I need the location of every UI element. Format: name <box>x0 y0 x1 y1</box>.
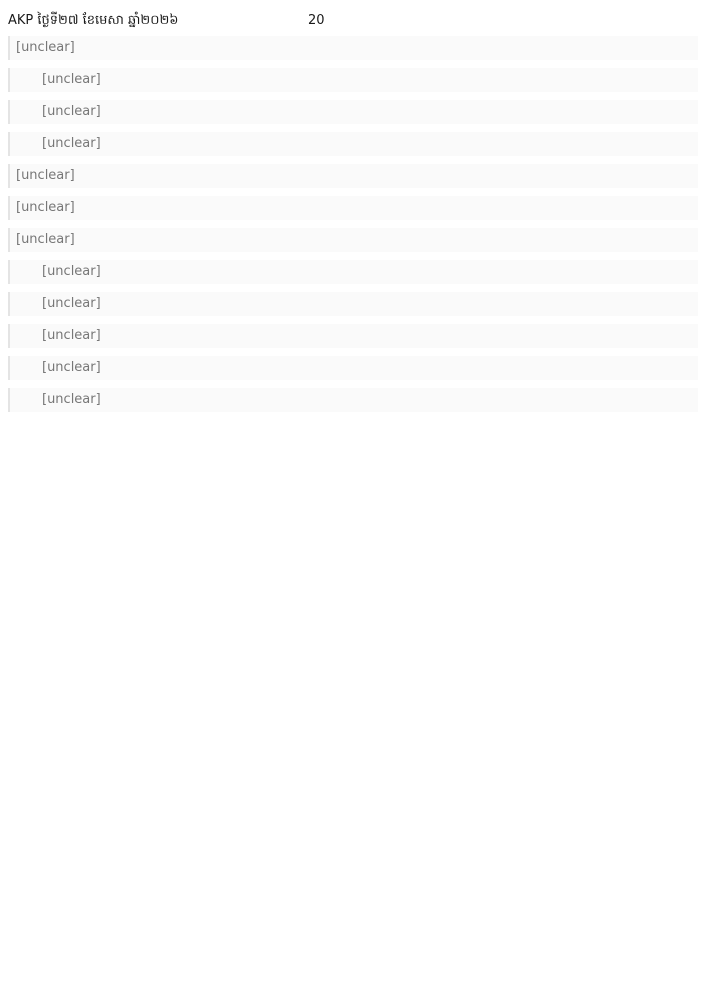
header-title: AKP ថ្ងៃទី២៧ ខែមេសា ឆ្នាំ២០២៦ <box>8 13 179 28</box>
page-header <box>8 8 698 34</box>
paragraph: [unclear] <box>8 388 698 412</box>
paragraph: [unclear] <box>8 100 698 124</box>
paragraph: [unclear] <box>8 36 698 60</box>
paragraph: [unclear] <box>8 292 698 316</box>
paragraph: [unclear] <box>8 132 698 156</box>
page-number: 20 <box>308 13 325 28</box>
paragraph: [unclear] <box>8 324 698 348</box>
document-body <box>8 36 698 420</box>
paragraph: [unclear] <box>8 356 698 380</box>
paragraph: [unclear] <box>8 196 698 220</box>
paragraph: [unclear] <box>8 68 698 92</box>
paragraph: [unclear] <box>8 260 698 284</box>
paragraph: [unclear] <box>8 228 698 252</box>
paragraph: [unclear] <box>8 164 698 188</box>
